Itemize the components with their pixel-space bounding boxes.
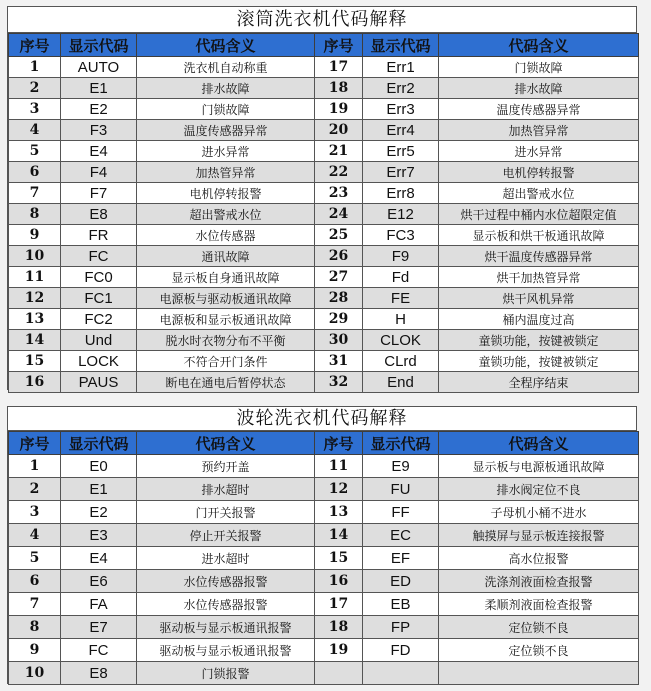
table-row bbox=[9, 78, 639, 99]
table-row bbox=[9, 662, 639, 685]
row-index-cell: 15 bbox=[9, 351, 61, 372]
row-index-cell: 12 bbox=[315, 478, 363, 501]
code-meaning-cell: 断电在通电后暂停状态 bbox=[137, 372, 315, 393]
code-meaning-cell: 烘干加热管异常 bbox=[439, 267, 639, 288]
display-code-cell: E9 bbox=[363, 455, 439, 478]
code-meaning-cell: 门锁故障 bbox=[439, 57, 639, 78]
row-index-cell: 9 bbox=[9, 225, 61, 246]
pulsator-header-row bbox=[9, 432, 639, 455]
code-meaning-cell: 门开关报警 bbox=[137, 501, 315, 524]
display-code-cell: E2 bbox=[61, 501, 137, 524]
row-index-cell: 11 bbox=[315, 455, 363, 478]
display-code-cell: FC1 bbox=[61, 288, 137, 309]
row-index-cell: 10 bbox=[9, 662, 61, 685]
code-meaning-cell: 童锁功能，按键被锁定 bbox=[439, 330, 639, 351]
drum-code-table bbox=[8, 33, 639, 393]
table-row bbox=[9, 309, 639, 330]
display-code-cell: E1 bbox=[61, 478, 137, 501]
code-meaning-cell: 烘干温度传感器异常 bbox=[439, 246, 639, 267]
row-index-cell: 10 bbox=[9, 246, 61, 267]
table-row bbox=[9, 162, 639, 183]
table-row bbox=[9, 288, 639, 309]
code-meaning-cell: 电源板和显示板通讯故障 bbox=[137, 309, 315, 330]
display-code-cell: Err2 bbox=[363, 78, 439, 99]
row-index-cell: 18 bbox=[315, 78, 363, 99]
row-index-cell: 25 bbox=[315, 225, 363, 246]
display-code-cell: Fd bbox=[363, 267, 439, 288]
code-meaning-cell: 温度传感器异常 bbox=[137, 120, 315, 141]
header-display-code: 显示代码 bbox=[61, 432, 137, 455]
display-code-cell: Err8 bbox=[363, 183, 439, 204]
row-index-cell: 11 bbox=[9, 267, 61, 288]
code-meaning-cell: 排水故障 bbox=[439, 78, 639, 99]
table-row bbox=[9, 267, 639, 288]
display-code-cell: Err7 bbox=[363, 162, 439, 183]
display-code-cell: E1 bbox=[61, 78, 137, 99]
code-meaning-cell: 驱动板与显示板通讯报警 bbox=[137, 639, 315, 662]
code-meaning-cell: 温度传感器异常 bbox=[439, 99, 639, 120]
pulsator-washer-panel bbox=[7, 406, 637, 684]
pulsator-code-table bbox=[8, 431, 639, 685]
code-meaning-cell: 加热管异常 bbox=[137, 162, 315, 183]
display-code-cell: FC bbox=[61, 246, 137, 267]
display-code-cell: Err3 bbox=[363, 99, 439, 120]
code-meaning-cell: 洗涤剂液面检查报警 bbox=[439, 570, 639, 593]
display-code-cell: FD bbox=[363, 639, 439, 662]
drum-header-row bbox=[9, 34, 639, 57]
row-index-cell: 32 bbox=[315, 372, 363, 393]
table-row bbox=[9, 204, 639, 225]
row-index-cell: 18 bbox=[315, 616, 363, 639]
code-meaning-cell: 排水阀定位不良 bbox=[439, 478, 639, 501]
display-code-cell: FR bbox=[61, 225, 137, 246]
display-code-cell: End bbox=[363, 372, 439, 393]
display-code-cell: EC bbox=[363, 524, 439, 547]
row-index-cell: 13 bbox=[315, 501, 363, 524]
table-row bbox=[9, 372, 639, 393]
row-index-cell: 27 bbox=[315, 267, 363, 288]
code-meaning-cell: 进水超时 bbox=[137, 547, 315, 570]
row-index-cell: 19 bbox=[315, 639, 363, 662]
display-code-cell: FC0 bbox=[61, 267, 137, 288]
display-code-cell: PAUS bbox=[61, 372, 137, 393]
display-code-cell: FA bbox=[61, 593, 137, 616]
code-meaning-cell: 触摸屏与显示板连接报警 bbox=[439, 524, 639, 547]
row-index-cell: 16 bbox=[9, 372, 61, 393]
code-meaning-cell: 柔顺剂液面检查报警 bbox=[439, 593, 639, 616]
row-index-cell: 14 bbox=[315, 524, 363, 547]
table-row bbox=[9, 57, 639, 78]
code-meaning-cell: 童锁功能，按键被锁定 bbox=[439, 351, 639, 372]
display-code-cell: Err4 bbox=[363, 120, 439, 141]
table-row bbox=[9, 120, 639, 141]
table-row bbox=[9, 478, 639, 501]
display-code-cell: FP bbox=[363, 616, 439, 639]
display-code-cell bbox=[363, 662, 439, 685]
display-code-cell: FU bbox=[363, 478, 439, 501]
row-index-cell: 3 bbox=[9, 501, 61, 524]
code-meaning-cell: 通讯故障 bbox=[137, 246, 315, 267]
table-row bbox=[9, 225, 639, 246]
row-index-cell: 4 bbox=[9, 524, 61, 547]
code-meaning-cell: 水位传感器 bbox=[137, 225, 315, 246]
code-meaning-cell: 进水异常 bbox=[137, 141, 315, 162]
row-index-cell: 21 bbox=[315, 141, 363, 162]
header-display-code: 显示代码 bbox=[363, 34, 439, 57]
display-code-cell: EF bbox=[363, 547, 439, 570]
code-meaning-cell: 超出警戒水位 bbox=[439, 183, 639, 204]
row-index-cell: 20 bbox=[315, 120, 363, 141]
code-meaning-cell: 进水异常 bbox=[439, 141, 639, 162]
code-meaning-cell: 水位传感器报警 bbox=[137, 570, 315, 593]
display-code-cell: FF bbox=[363, 501, 439, 524]
display-code-cell: FC3 bbox=[363, 225, 439, 246]
code-meaning-cell: 显示板和烘干板通讯故障 bbox=[439, 225, 639, 246]
row-index-cell: 22 bbox=[315, 162, 363, 183]
header-code-meaning: 代码含义 bbox=[137, 34, 315, 57]
code-meaning-cell: 门锁故障 bbox=[137, 99, 315, 120]
row-index-cell: 5 bbox=[9, 141, 61, 162]
row-index-cell: 5 bbox=[9, 547, 61, 570]
code-meaning-cell: 子母机小桶不进水 bbox=[439, 501, 639, 524]
table-row bbox=[9, 183, 639, 204]
row-index-cell: 17 bbox=[315, 57, 363, 78]
row-index-cell: 7 bbox=[9, 593, 61, 616]
display-code-cell: F9 bbox=[363, 246, 439, 267]
row-index-cell: 31 bbox=[315, 351, 363, 372]
code-meaning-cell: 脱水时衣物分布不平衡 bbox=[137, 330, 315, 351]
table-row bbox=[9, 570, 639, 593]
display-code-cell: F4 bbox=[61, 162, 137, 183]
row-index-cell: 29 bbox=[315, 309, 363, 330]
display-code-cell: FC2 bbox=[61, 309, 137, 330]
header-index: 序号 bbox=[315, 432, 363, 455]
table-row bbox=[9, 639, 639, 662]
table-row bbox=[9, 99, 639, 120]
table-row bbox=[9, 616, 639, 639]
table-row bbox=[9, 246, 639, 267]
row-index-cell: 1 bbox=[9, 57, 61, 78]
row-index-cell bbox=[315, 662, 363, 685]
row-index-cell: 8 bbox=[9, 204, 61, 225]
code-meaning-cell: 排水故障 bbox=[137, 78, 315, 99]
code-meaning-cell: 驱动板与显示板通讯报警 bbox=[137, 616, 315, 639]
display-code-cell: Und bbox=[61, 330, 137, 351]
display-code-cell: E2 bbox=[61, 99, 137, 120]
code-meaning-cell: 不符合开门条件 bbox=[137, 351, 315, 372]
code-meaning-cell: 全程序结束 bbox=[439, 372, 639, 393]
table-row bbox=[9, 524, 639, 547]
code-meaning-cell: 定位锁不良 bbox=[439, 616, 639, 639]
code-meaning-cell: 预约开盖 bbox=[137, 455, 315, 478]
display-code-cell: H bbox=[363, 309, 439, 330]
header-index: 序号 bbox=[9, 432, 61, 455]
code-meaning-cell: 高水位报警 bbox=[439, 547, 639, 570]
code-meaning-cell: 电机停转报警 bbox=[439, 162, 639, 183]
header-code-meaning: 代码含义 bbox=[137, 432, 315, 455]
code-meaning-cell: 烘干过程中桶内水位超限定值 bbox=[439, 204, 639, 225]
row-index-cell: 12 bbox=[9, 288, 61, 309]
display-code-cell: ED bbox=[363, 570, 439, 593]
table-row bbox=[9, 455, 639, 478]
table-row bbox=[9, 330, 639, 351]
drum-table-body bbox=[9, 57, 639, 393]
code-meaning-cell: 排水超时 bbox=[137, 478, 315, 501]
display-code-cell: EB bbox=[363, 593, 439, 616]
row-index-cell: 19 bbox=[315, 99, 363, 120]
code-meaning-cell: 停止开关报警 bbox=[137, 524, 315, 547]
code-meaning-cell: 加热管异常 bbox=[439, 120, 639, 141]
code-meaning-cell: 烘干风机异常 bbox=[439, 288, 639, 309]
display-code-cell: E8 bbox=[61, 204, 137, 225]
row-index-cell: 23 bbox=[315, 183, 363, 204]
display-code-cell: Err1 bbox=[363, 57, 439, 78]
display-code-cell: E3 bbox=[61, 524, 137, 547]
display-code-cell: E4 bbox=[61, 141, 137, 162]
row-index-cell: 9 bbox=[9, 639, 61, 662]
display-code-cell: Err5 bbox=[363, 141, 439, 162]
display-code-cell: CLOK bbox=[363, 330, 439, 351]
display-code-cell: E12 bbox=[363, 204, 439, 225]
code-meaning-cell: 洗衣机自动称重 bbox=[137, 57, 315, 78]
code-meaning-cell bbox=[439, 662, 639, 685]
code-meaning-cell: 桶内温度过高 bbox=[439, 309, 639, 330]
header-index: 序号 bbox=[9, 34, 61, 57]
code-meaning-cell: 显示板自身通讯故障 bbox=[137, 267, 315, 288]
row-index-cell: 26 bbox=[315, 246, 363, 267]
row-index-cell: 16 bbox=[315, 570, 363, 593]
row-index-cell: 8 bbox=[9, 616, 61, 639]
display-code-cell: E4 bbox=[61, 547, 137, 570]
display-code-cell: FE bbox=[363, 288, 439, 309]
table-row bbox=[9, 141, 639, 162]
table-row bbox=[9, 501, 639, 524]
drum-washer-title: 滚筒洗衣机代码解释 bbox=[8, 7, 636, 33]
row-index-cell: 24 bbox=[315, 204, 363, 225]
display-code-cell: LOCK bbox=[61, 351, 137, 372]
row-index-cell: 4 bbox=[9, 120, 61, 141]
row-index-cell: 28 bbox=[315, 288, 363, 309]
display-code-cell: CLrd bbox=[363, 351, 439, 372]
display-code-cell: AUTO bbox=[61, 57, 137, 78]
display-code-cell: E8 bbox=[61, 662, 137, 685]
row-index-cell: 1 bbox=[9, 455, 61, 478]
code-meaning-cell: 电机停转报警 bbox=[137, 183, 315, 204]
row-index-cell: 2 bbox=[9, 478, 61, 501]
header-index: 序号 bbox=[315, 34, 363, 57]
code-meaning-cell: 门锁报警 bbox=[137, 662, 315, 685]
table-row bbox=[9, 593, 639, 616]
drum-washer-panel bbox=[7, 6, 637, 390]
code-meaning-cell: 定位锁不良 bbox=[439, 639, 639, 662]
row-index-cell: 30 bbox=[315, 330, 363, 351]
header-display-code: 显示代码 bbox=[61, 34, 137, 57]
row-index-cell: 15 bbox=[315, 547, 363, 570]
pulsator-washer-title: 波轮洗衣机代码解释 bbox=[8, 407, 636, 431]
code-meaning-cell: 水位传感器报警 bbox=[137, 593, 315, 616]
display-code-cell: F7 bbox=[61, 183, 137, 204]
table-row bbox=[9, 351, 639, 372]
header-code-meaning: 代码含义 bbox=[439, 432, 639, 455]
code-meaning-cell: 电源板与驱动板通讯故障 bbox=[137, 288, 315, 309]
row-index-cell: 7 bbox=[9, 183, 61, 204]
code-meaning-cell: 超出警戒水位 bbox=[137, 204, 315, 225]
row-index-cell: 13 bbox=[9, 309, 61, 330]
table-row bbox=[9, 547, 639, 570]
display-code-cell: E6 bbox=[61, 570, 137, 593]
header-code-meaning: 代码含义 bbox=[439, 34, 639, 57]
display-code-cell: E7 bbox=[61, 616, 137, 639]
display-code-cell: E0 bbox=[61, 455, 137, 478]
row-index-cell: 3 bbox=[9, 99, 61, 120]
header-display-code: 显示代码 bbox=[363, 432, 439, 455]
row-index-cell: 14 bbox=[9, 330, 61, 351]
display-code-cell: FC bbox=[61, 639, 137, 662]
row-index-cell: 6 bbox=[9, 570, 61, 593]
pulsator-table-body bbox=[9, 455, 639, 685]
code-meaning-cell: 显示板与电源板通讯故障 bbox=[439, 455, 639, 478]
row-index-cell: 6 bbox=[9, 162, 61, 183]
row-index-cell: 2 bbox=[9, 78, 61, 99]
row-index-cell: 17 bbox=[315, 593, 363, 616]
display-code-cell: F3 bbox=[61, 120, 137, 141]
